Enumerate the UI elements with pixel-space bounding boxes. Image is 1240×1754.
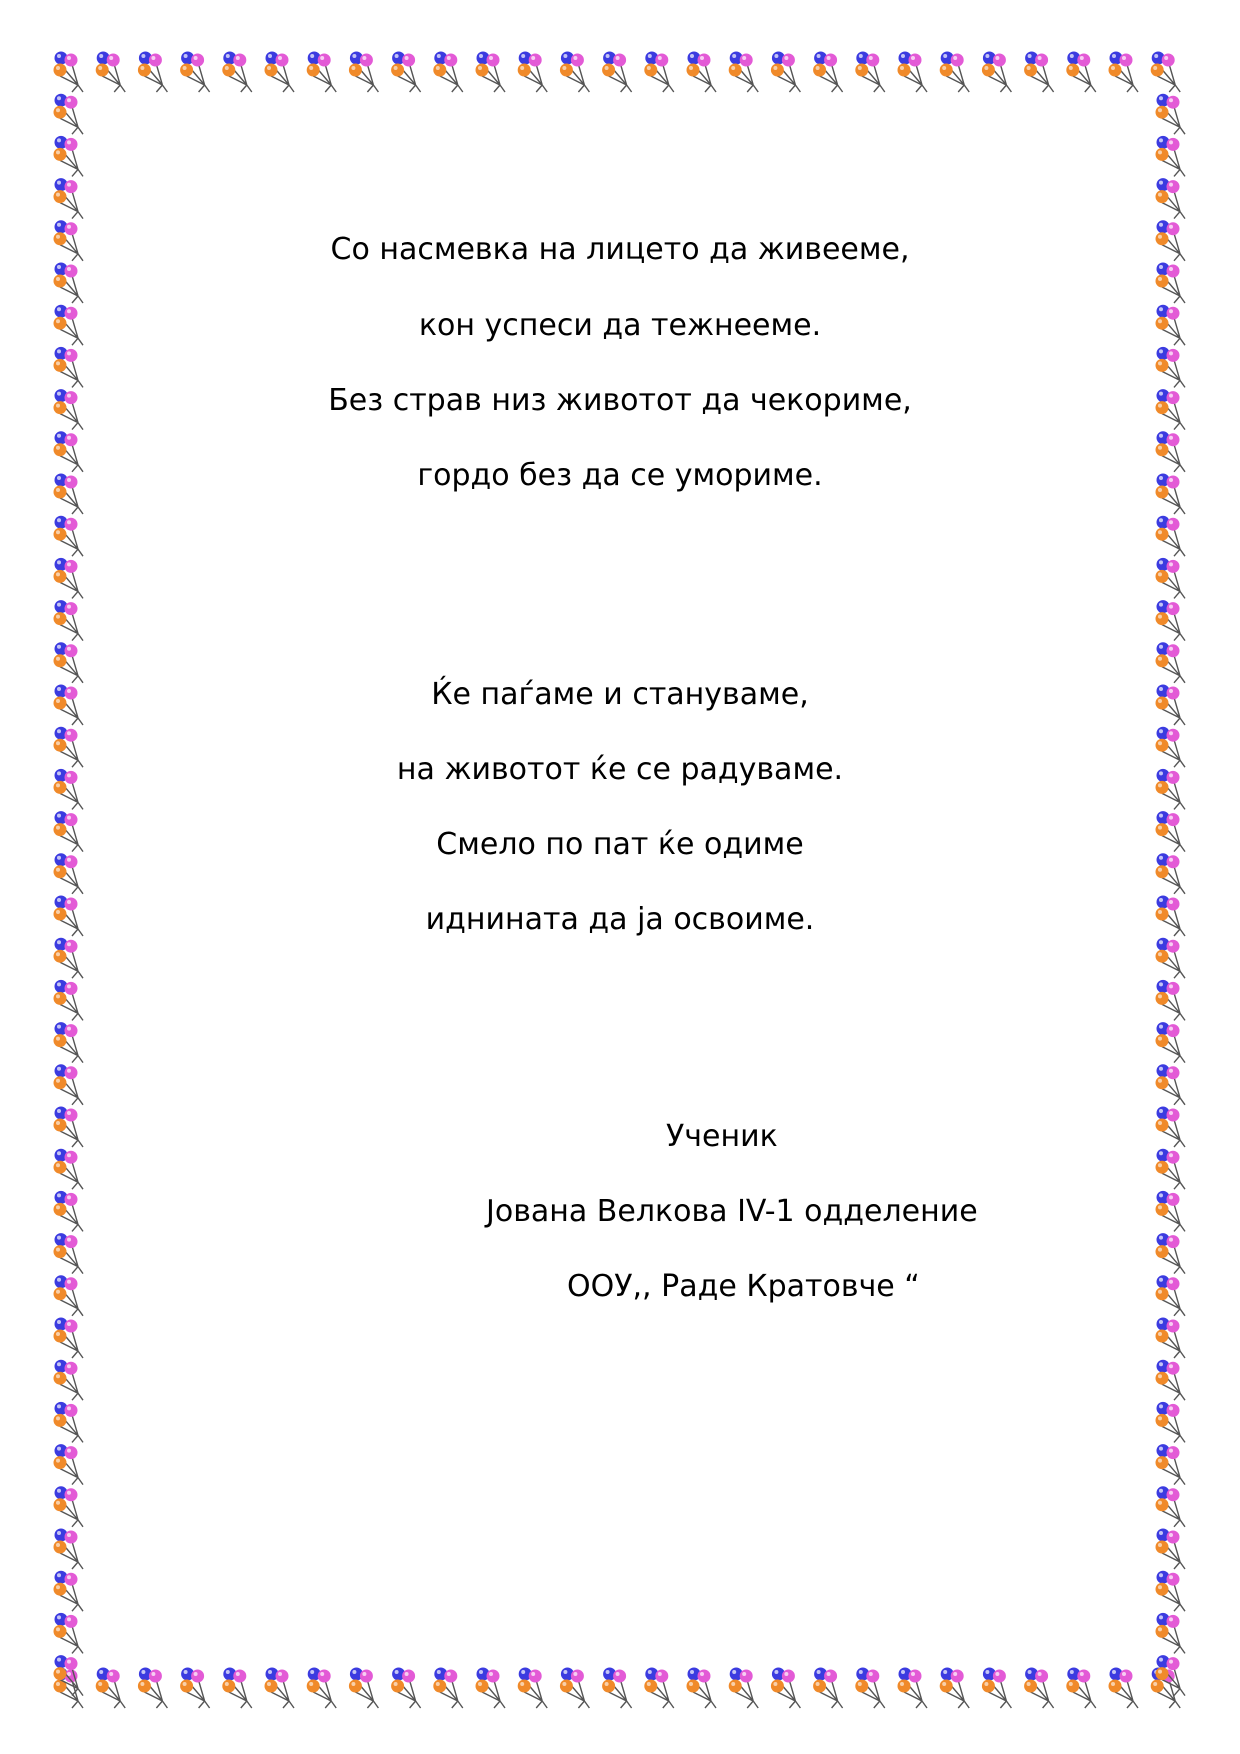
- balloon-bunch-icon: [1066, 52, 1096, 93]
- balloon-bunch-icon: [54, 1149, 84, 1190]
- balloon-bunch-icon: [940, 52, 970, 93]
- poem-line: гордо без да се умориме.: [417, 458, 823, 493]
- balloon-bunch-icon: [855, 1668, 885, 1709]
- balloon-bunch-icon: [560, 52, 590, 93]
- balloon-bunch-icon: [96, 1668, 126, 1709]
- balloon-bunch-icon: [349, 1668, 379, 1709]
- poem-line: Ќе паѓаме и стануваме,: [431, 677, 809, 712]
- balloon-bunch-icon: [1156, 1444, 1186, 1485]
- balloon-bunch-icon: [1156, 938, 1186, 979]
- balloon-bunch-icon: [222, 52, 252, 93]
- balloon-bunch-icon: [1156, 178, 1186, 219]
- balloon-bunch-icon: [54, 1233, 84, 1274]
- balloon-bunch-icon: [54, 1402, 84, 1443]
- balloon-bunch-icon: [307, 52, 337, 93]
- balloon-bunch-icon: [1156, 1360, 1186, 1401]
- balloon-bunch-icon: [138, 52, 168, 93]
- balloon-bunch-icon: [560, 1668, 590, 1709]
- balloon-bunch-icon: [1024, 1668, 1054, 1709]
- balloon-bunch-icon: [54, 1486, 84, 1527]
- poem-line: Смело по пат ќе одиме: [436, 827, 804, 862]
- balloon-bunch-icon: [1151, 52, 1181, 93]
- balloon-bunch-icon: [54, 516, 84, 557]
- balloon-bunch-icon: [602, 1668, 632, 1709]
- balloon-bunch-icon: [898, 1668, 928, 1709]
- balloon-bunch-icon: [433, 52, 463, 93]
- balloon-bunch-icon: [1066, 1668, 1096, 1709]
- poem-line: кон успеси да тежнееме.: [418, 308, 822, 343]
- poem-line: Без страв низ животот да чекориме,: [328, 383, 912, 418]
- balloon-bunch-icon: [1156, 94, 1186, 135]
- balloon-bunch-icon: [54, 1529, 84, 1570]
- poem-line: Со насмевка на лицето да живееме,: [330, 232, 910, 267]
- balloon-bunch-icon: [1156, 1149, 1186, 1190]
- balloon-bunch-icon: [1156, 1529, 1186, 1570]
- balloon-bunch-icon: [265, 1668, 295, 1709]
- poem-line: иднината да ја освоиме.: [425, 902, 815, 937]
- balloon-bunch-icon: [1156, 1275, 1186, 1316]
- balloon-bunch-icon: [855, 52, 885, 93]
- balloon-bunch-icon: [180, 52, 210, 93]
- balloon-bunch-icon: [1156, 1613, 1186, 1654]
- balloon-bunch-icon: [1156, 558, 1186, 599]
- balloon-bunch-icon: [265, 52, 295, 93]
- balloon-bunch-icon: [602, 52, 632, 93]
- balloon-bunch-icon: [54, 178, 84, 219]
- balloon-bunch-icon: [1156, 1402, 1186, 1443]
- balloon-bunch-icon: [898, 52, 928, 93]
- balloon-bunch-icon: [1156, 516, 1186, 557]
- balloon-bunch-icon: [1156, 1233, 1186, 1274]
- balloon-bunch-icon: [1109, 1668, 1139, 1709]
- balloon-bunch-icon: [307, 1668, 337, 1709]
- balloon-bunch-icon: [54, 1360, 84, 1401]
- balloon-bunch-icon: [729, 52, 759, 93]
- balloon-bunch-icon: [54, 1275, 84, 1316]
- balloon-bunch-icon: [1156, 980, 1186, 1021]
- balloon-bunch-icon: [54, 136, 84, 177]
- balloon-bunch-icon: [687, 1668, 717, 1709]
- balloon-bunch-icon: [54, 1318, 84, 1359]
- signature-role: Ученик: [666, 1119, 778, 1154]
- poem-line: на животот ќе се радуваме.: [396, 752, 844, 787]
- balloon-bunch-icon: [54, 558, 84, 599]
- balloon-bunch-icon: [982, 1668, 1012, 1709]
- balloon-bunch-icon: [771, 1668, 801, 1709]
- balloon-bunch-icon: [138, 1668, 168, 1709]
- signature-school: ООУ,, Раде Кратовче “: [567, 1269, 920, 1304]
- balloon-bunch-icon: [644, 1668, 674, 1709]
- balloon-bunch-icon: [982, 52, 1012, 93]
- balloon-bunch-icon: [1156, 1318, 1186, 1359]
- balloon-bunch-icon: [1156, 600, 1186, 641]
- balloon-bunch-icon: [518, 52, 548, 93]
- balloon-bunch-icon: [54, 1022, 84, 1063]
- balloon-bunch-icon: [54, 1571, 84, 1612]
- balloon-bunch-icon: [54, 1613, 84, 1654]
- balloon-bunch-icon: [349, 52, 379, 93]
- balloon-bunch-icon: [476, 1668, 506, 1709]
- balloon-bunch-icon: [391, 1668, 421, 1709]
- balloon-bunch-icon: [54, 980, 84, 1021]
- balloon-bunch-icon: [1109, 52, 1139, 93]
- balloon-bunch-icon: [644, 52, 674, 93]
- balloon-bunch-icon: [1024, 52, 1054, 93]
- balloon-bunch-icon: [1156, 1571, 1186, 1612]
- balloon-bunch-icon: [940, 1668, 970, 1709]
- balloon-bunch-icon: [813, 1668, 843, 1709]
- balloon-bunch-icon: [54, 1064, 84, 1105]
- balloon-bunch-icon: [54, 1107, 84, 1148]
- balloon-bunch-icon: [54, 938, 84, 979]
- balloon-bunch-icon: [1156, 1191, 1186, 1232]
- balloon-bunch-icon: [96, 52, 126, 93]
- balloon-bunch-icon: [771, 52, 801, 93]
- balloon-bunch-icon: [729, 1668, 759, 1709]
- balloon-bunch-icon: [54, 600, 84, 641]
- balloon-bunch-icon: [1156, 136, 1186, 177]
- balloon-bunch-icon: [54, 1191, 84, 1232]
- balloon-bunch-icon: [54, 94, 84, 135]
- balloon-bunch-icon: [1156, 1107, 1186, 1148]
- balloon-bunch-icon: [687, 52, 717, 93]
- balloon-bunch-icon: [391, 52, 421, 93]
- balloon-bunch-icon: [222, 1668, 252, 1709]
- balloon-bunch-icon: [813, 52, 843, 93]
- balloon-bunch-icon: [433, 1668, 463, 1709]
- balloon-bunch-icon: [54, 52, 84, 93]
- balloon-bunch-icon: [180, 1668, 210, 1709]
- signature-name: Јована Велкова IV-1 одделение: [486, 1194, 978, 1229]
- balloon-bunch-icon: [518, 1668, 548, 1709]
- balloon-bunch-icon: [1156, 1486, 1186, 1527]
- balloon-bunch-icon: [1156, 1064, 1186, 1105]
- balloon-bunch-icon: [1156, 1022, 1186, 1063]
- balloon-bunch-icon: [476, 52, 506, 93]
- balloon-bunch-icon: [54, 1444, 84, 1485]
